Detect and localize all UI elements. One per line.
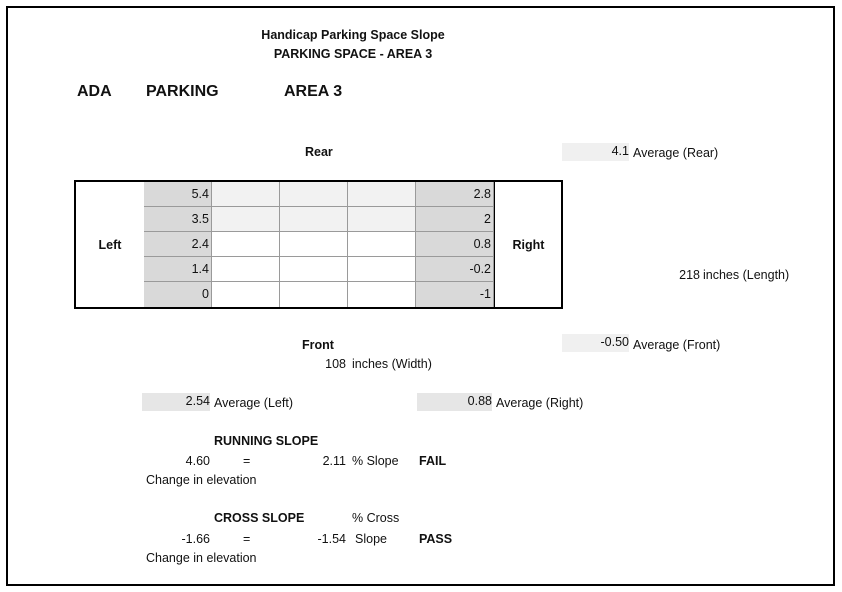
left-average-label: Average (Left) (214, 396, 293, 410)
rear-average-label: Average (Rear) (633, 146, 719, 160)
front-label: Front (302, 338, 334, 352)
width-label: inches (Width) (352, 357, 432, 371)
grid-right-cell-4[interactable]: -0.2 (416, 257, 494, 282)
right-average-label: Average (Right) (496, 396, 584, 410)
grid-left-cell-5[interactable]: 0 (144, 282, 212, 307)
grid-right-cell-1[interactable]: 2.8 (416, 182, 494, 207)
length-value: 218 (679, 268, 700, 282)
rear-label: Rear (305, 145, 333, 159)
slope-grid (74, 180, 563, 309)
grid-cell[interactable] (280, 257, 348, 282)
width-value: 108 (325, 357, 346, 371)
grid-cell[interactable] (280, 282, 348, 307)
right-average-value[interactable]: 0.88 (417, 393, 492, 411)
grid-cell[interactable] (212, 257, 280, 282)
running-equals: = (243, 454, 251, 468)
grid-cell[interactable] (212, 232, 280, 257)
label-area: AREA 3 (284, 83, 343, 100)
cross-change-value: -1.66 (181, 532, 210, 546)
sheet-title: Handicap Parking Space Slope (261, 28, 445, 42)
front-average-label: Average (Front) (633, 338, 721, 352)
cross-slope-label: Slope (355, 532, 387, 546)
running-slope-label: % Slope (352, 454, 399, 468)
grid-right-cell-2[interactable]: 2 (416, 207, 494, 232)
cross-pct-label: % Cross (352, 511, 400, 525)
cross-slope-value: -1.54 (317, 532, 346, 546)
grid-left-label: Left (76, 182, 145, 307)
grid-cell[interactable] (212, 207, 280, 232)
running-change-label: Change in elevation (146, 473, 257, 487)
grid-cell[interactable] (348, 182, 416, 207)
running-slope-value: 2.11 (322, 454, 346, 468)
length-label: inches (Length) (703, 268, 790, 282)
sheet-subtitle: PARKING SPACE - AREA 3 (273, 47, 433, 61)
grid-cell[interactable] (212, 282, 280, 307)
grid-cell[interactable] (348, 207, 416, 232)
cross-result-badge: PASS (419, 532, 453, 546)
grid-right-label: Right (494, 182, 562, 307)
grid-cell[interactable] (348, 232, 416, 257)
grid-cell[interactable] (280, 207, 348, 232)
running-change-value: 4.60 (185, 454, 210, 468)
rear-average-value[interactable]: 4.1 (562, 143, 629, 161)
cross-change-label: Change in elevation (146, 551, 257, 565)
grid-left-cell-2[interactable]: 3.5 (144, 207, 212, 232)
grid-left-cell-3[interactable]: 2.4 (144, 232, 212, 257)
label-ada: ADA (77, 83, 112, 100)
grid-cell[interactable] (348, 282, 416, 307)
cross-slope-title: CROSS SLOPE (214, 511, 305, 525)
grid-cell[interactable] (212, 182, 280, 207)
running-slope-title: RUNNING SLOPE (214, 434, 319, 448)
grid-cell[interactable] (348, 257, 416, 282)
running-result-badge: FAIL (419, 454, 447, 468)
front-average-value[interactable]: -0.50 (562, 334, 629, 352)
cross-equals: = (243, 532, 251, 546)
left-average-value[interactable]: 2.54 (142, 393, 210, 411)
label-parking: PARKING (146, 83, 219, 100)
grid-right-cell-3[interactable]: 0.8 (416, 232, 494, 257)
grid-left-cell-1[interactable]: 5.4 (144, 182, 212, 207)
grid-cell[interactable] (280, 182, 348, 207)
grid-right-cell-5[interactable]: -1 (416, 282, 494, 307)
grid-cell[interactable] (280, 232, 348, 257)
grid-left-cell-4[interactable]: 1.4 (144, 257, 212, 282)
